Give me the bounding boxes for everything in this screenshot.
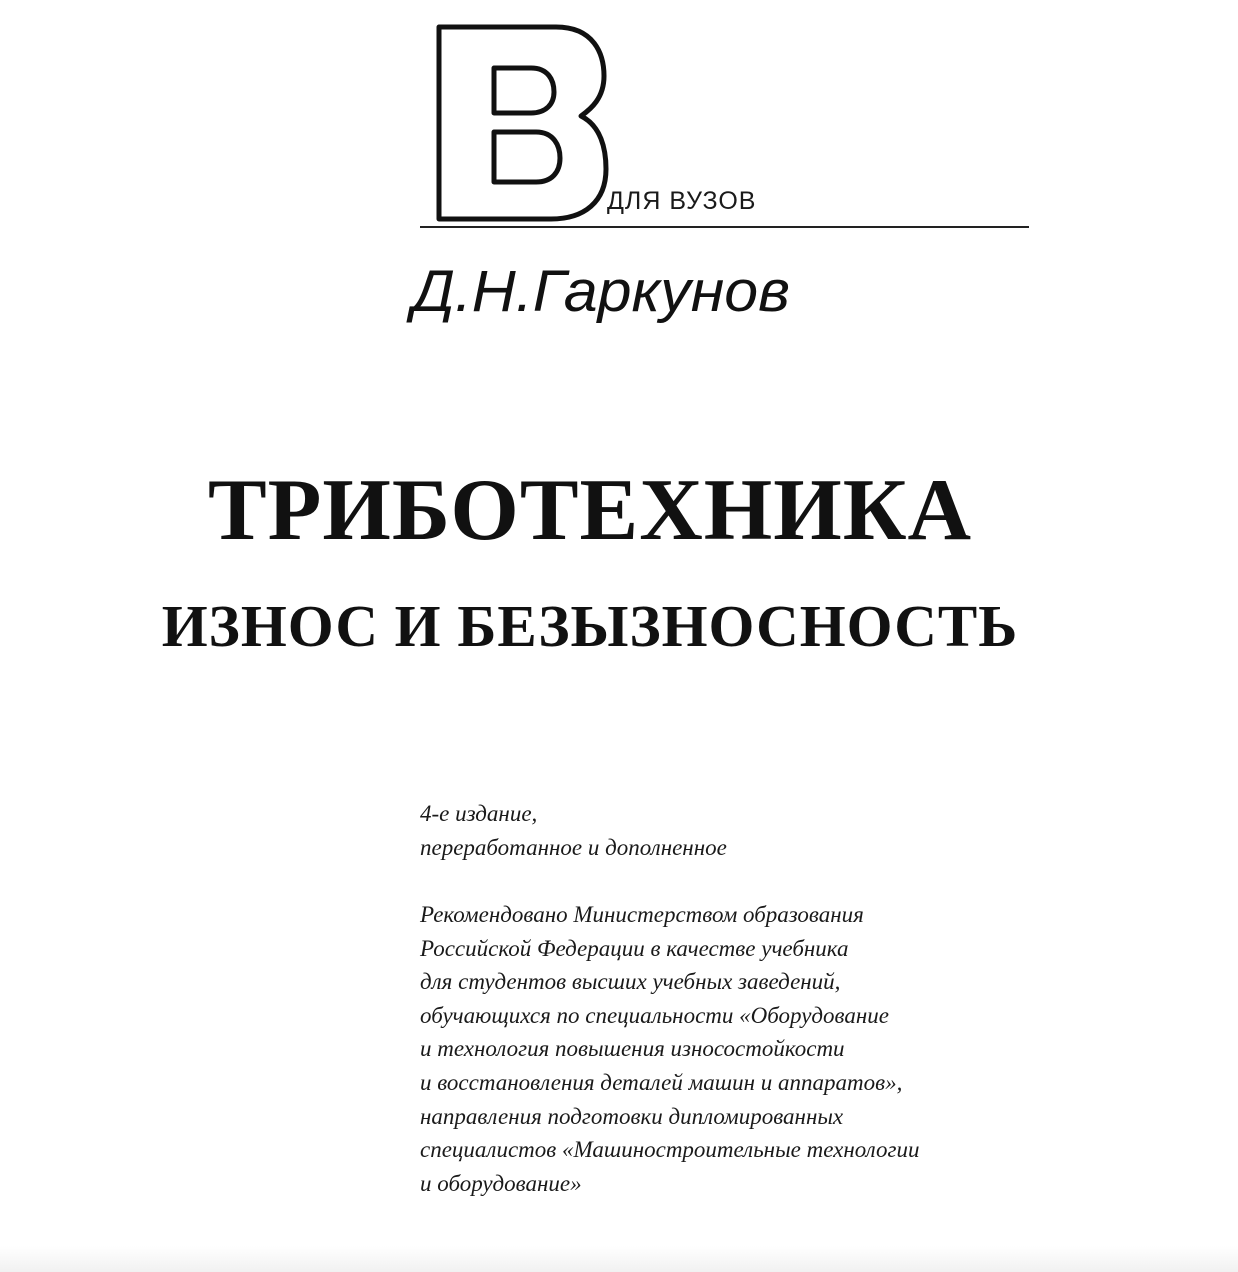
book-subtitle: ИЗНОС И БЕЗЫЗНОСНОСТЬ <box>161 593 1019 659</box>
recommendation-line: и восстановления деталей машин и аппаратов», <box>420 1069 903 1095</box>
series-label: ДЛЯ ВУЗОВ <box>607 187 757 215</box>
edition-info <box>420 797 727 865</box>
edition-line: переработанное и дополненное <box>420 835 727 860</box>
recommendation-line: Российской Федерации в качестве учебника <box>420 935 849 961</box>
book-title: ТРИБОТЕХНИКА <box>207 462 973 559</box>
recommendation-line: обучающихся по специальности «Оборудование <box>420 1002 889 1028</box>
recommendation-line: и оборудование» <box>420 1170 582 1196</box>
recommendation-line: специалистов «Машиностроительные технологии <box>420 1137 920 1163</box>
recommendation-text <box>420 898 919 1200</box>
recommendation-line: направления подготовки дипломированных <box>420 1103 844 1129</box>
series-logo <box>436 24 616 222</box>
recommendation-line: для студентов высших учебных заведений, <box>420 969 841 995</box>
edition-line: 4-е издание, <box>420 801 538 826</box>
recommendation-line: и технология повышения износостойкости <box>420 1036 845 1062</box>
series-divider <box>420 226 1029 228</box>
author-name: Д.Н.Гаркунов <box>412 259 790 324</box>
recommendation-line: Рекомендовано Министерством образования <box>420 902 864 927</box>
page-bottom-edge <box>0 1246 1238 1272</box>
